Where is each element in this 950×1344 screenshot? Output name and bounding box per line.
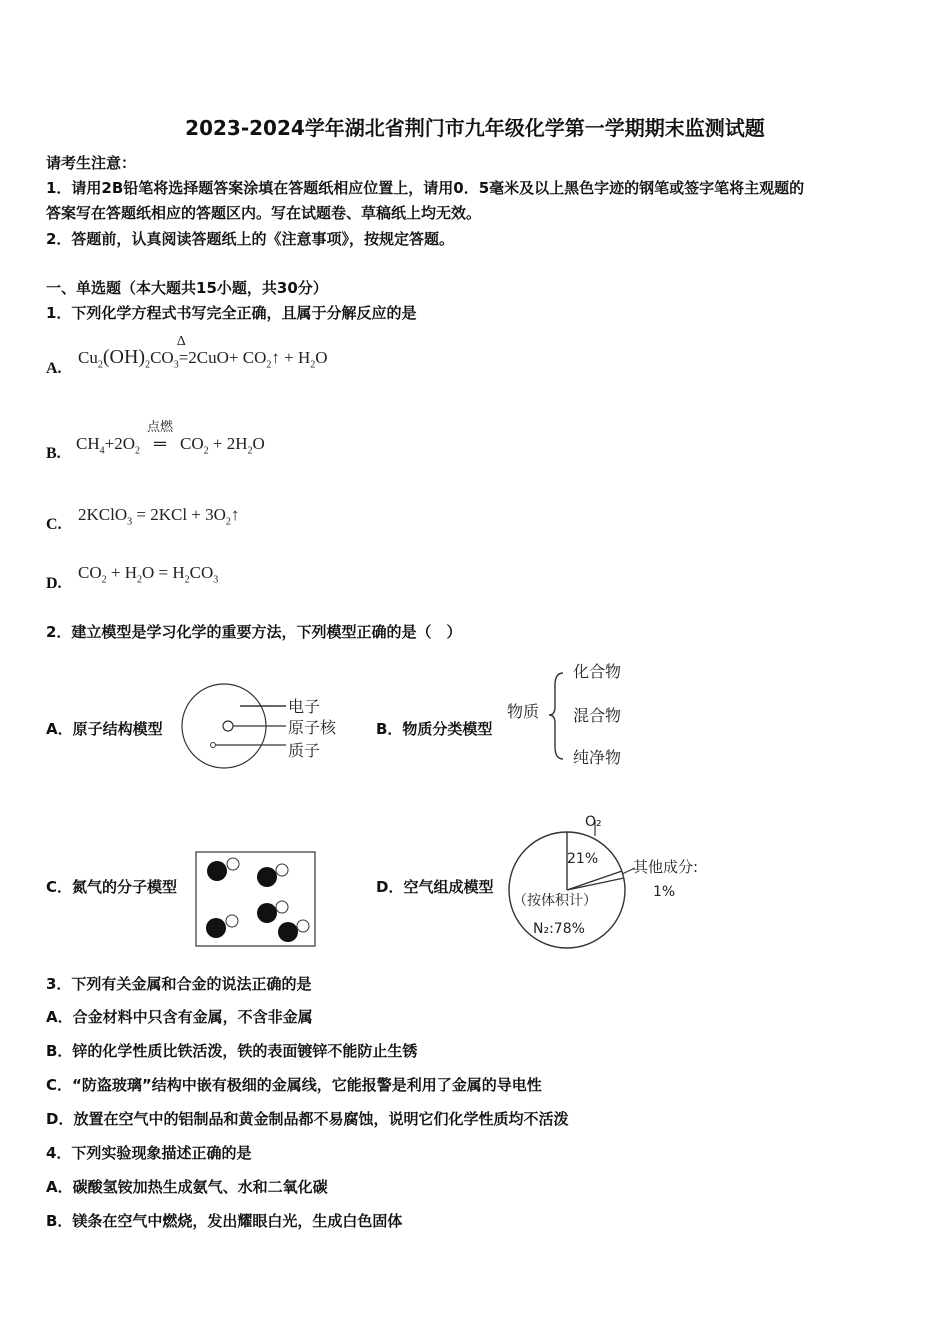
molecule-4-small-atom: [276, 901, 288, 913]
q1-option-a-label: A.: [46, 360, 62, 377]
matter-label: 物质: [507, 702, 540, 721]
q3-option-b: B．锌的化学性质比铁活泼，铁的表面镀锌不能防止生锈: [46, 1042, 418, 1060]
o2-percent: 21%: [567, 851, 599, 867]
ignite-condition: 点燃: [146, 420, 173, 435]
q1-option-d-equation: $CO_2 + H_2O = H_2CO_3$: [78, 563, 219, 586]
atom-structure-diagram: [178, 680, 358, 772]
mixture-label: 混合物: [573, 706, 622, 725]
q3-stem: 3．下列有关金属和合金的说法正确的是: [46, 975, 312, 993]
nucleus-dot: [223, 721, 233, 731]
q4-option-a: A．碳酸氢铵加热生成氨气、水和二氧化碳: [46, 1178, 328, 1196]
molecule-1-large-atom: [207, 861, 227, 881]
volume-note: （按体积计）: [513, 893, 597, 909]
notice-heading: 请考生注意：: [46, 154, 137, 172]
other-percent: 1%: [653, 884, 676, 900]
notice-line-2: 2．答题前，认真阅读答题纸上的《注意事项》，按规定答题。: [46, 230, 454, 248]
q1-option-d-label: D.: [46, 575, 62, 592]
molecule-5-small-atom: [297, 920, 309, 932]
pure-substance-label: 纯净物: [573, 748, 622, 767]
classification-diagram: [505, 655, 640, 773]
notice-line-1b: 答案写在答题纸相应的答题区内。写在试题卷、草稿纸上均无效。: [46, 204, 482, 222]
page-title: 2023-2024学年湖北省荆门市九年级化学第一学期期末监测试题: [185, 116, 765, 140]
molecule-2-small-atom: [276, 864, 288, 876]
section-heading: 一、单选题（本大题共15小题，共30分）: [46, 279, 328, 297]
molecule-2-large-atom: [257, 867, 277, 887]
proton-dot: [211, 743, 216, 748]
electron-label: 电子: [288, 697, 321, 716]
molecule-3-small-atom: [226, 915, 238, 927]
molecule-5-large-atom: [278, 922, 298, 942]
molecule-1-small-atom: [227, 858, 239, 870]
q4-option-b: B．镁条在空气中燃烧，发出耀眼白光，生成白色固体: [46, 1212, 403, 1230]
q1-option-b-equation: $CH_4+2O_2$ 点燃 ═ $CO_2 + 2H_2O$: [76, 434, 265, 456]
q2-option-a: A．原子结构模型: [46, 720, 163, 738]
proton-label: 质子: [288, 741, 321, 760]
q2-option-c: C．氮气的分子模型: [46, 878, 178, 896]
nucleus-label: 原子核: [288, 718, 337, 737]
q2-option-d: D．空气组成模型: [376, 878, 494, 896]
q1-option-c-equation: 2KClO$_3$ = $2KCl + 3O_2↑$: [78, 505, 240, 528]
q1-option-b-label: B.: [46, 445, 61, 462]
notice-line-1a: 1．请用2B铅笔将选择题答案涂填在答题纸相应位置上，请用0．5毫米及以上黑色字迹的钢笔或签字笔将主观题的: [46, 179, 805, 197]
other-label: 其他成分:: [633, 858, 699, 876]
q1-option-a-equation: $Cu_2(OH)_2CO_3$ Δ $=2CuO+ CO_2↑ + H_2O$: [78, 334, 328, 371]
nitrogen-molecule-model: [195, 851, 317, 948]
q3-option-d: D．放置在空气中的铝制品和黄金制品都不易腐蚀，说明它们化学性质均不活泼: [46, 1110, 569, 1128]
molecule-3-large-atom: [206, 918, 226, 938]
q1-option-c-label: C.: [46, 516, 62, 533]
o2-label: O₂: [585, 814, 602, 830]
compound-label: 化合物: [573, 662, 622, 681]
q2-option-b: B．物质分类模型: [376, 720, 493, 738]
q4-stem: 4．下列实验现象描述正确的是: [46, 1144, 252, 1162]
q3-option-c: C．“防盗玻璃”结构中嵌有极细的金属线，它能报警是利用了金属的导电性: [46, 1076, 542, 1094]
molecule-4-large-atom: [257, 903, 277, 923]
brace: [549, 673, 563, 759]
q1-stem: 1．下列化学方程式书写完全正确，且属于分解反应的是: [46, 304, 417, 322]
q3-option-a: A．合金材料中只含有金属，不含非金属: [46, 1008, 313, 1026]
heat-condition: Δ: [176, 334, 186, 349]
air-composition-pie: [505, 808, 715, 953]
q2-stem: 2．建立模型是学习化学的重要方法，下列模型正确的是（ ）: [46, 623, 462, 641]
n2-label: N₂:78%: [533, 921, 585, 937]
